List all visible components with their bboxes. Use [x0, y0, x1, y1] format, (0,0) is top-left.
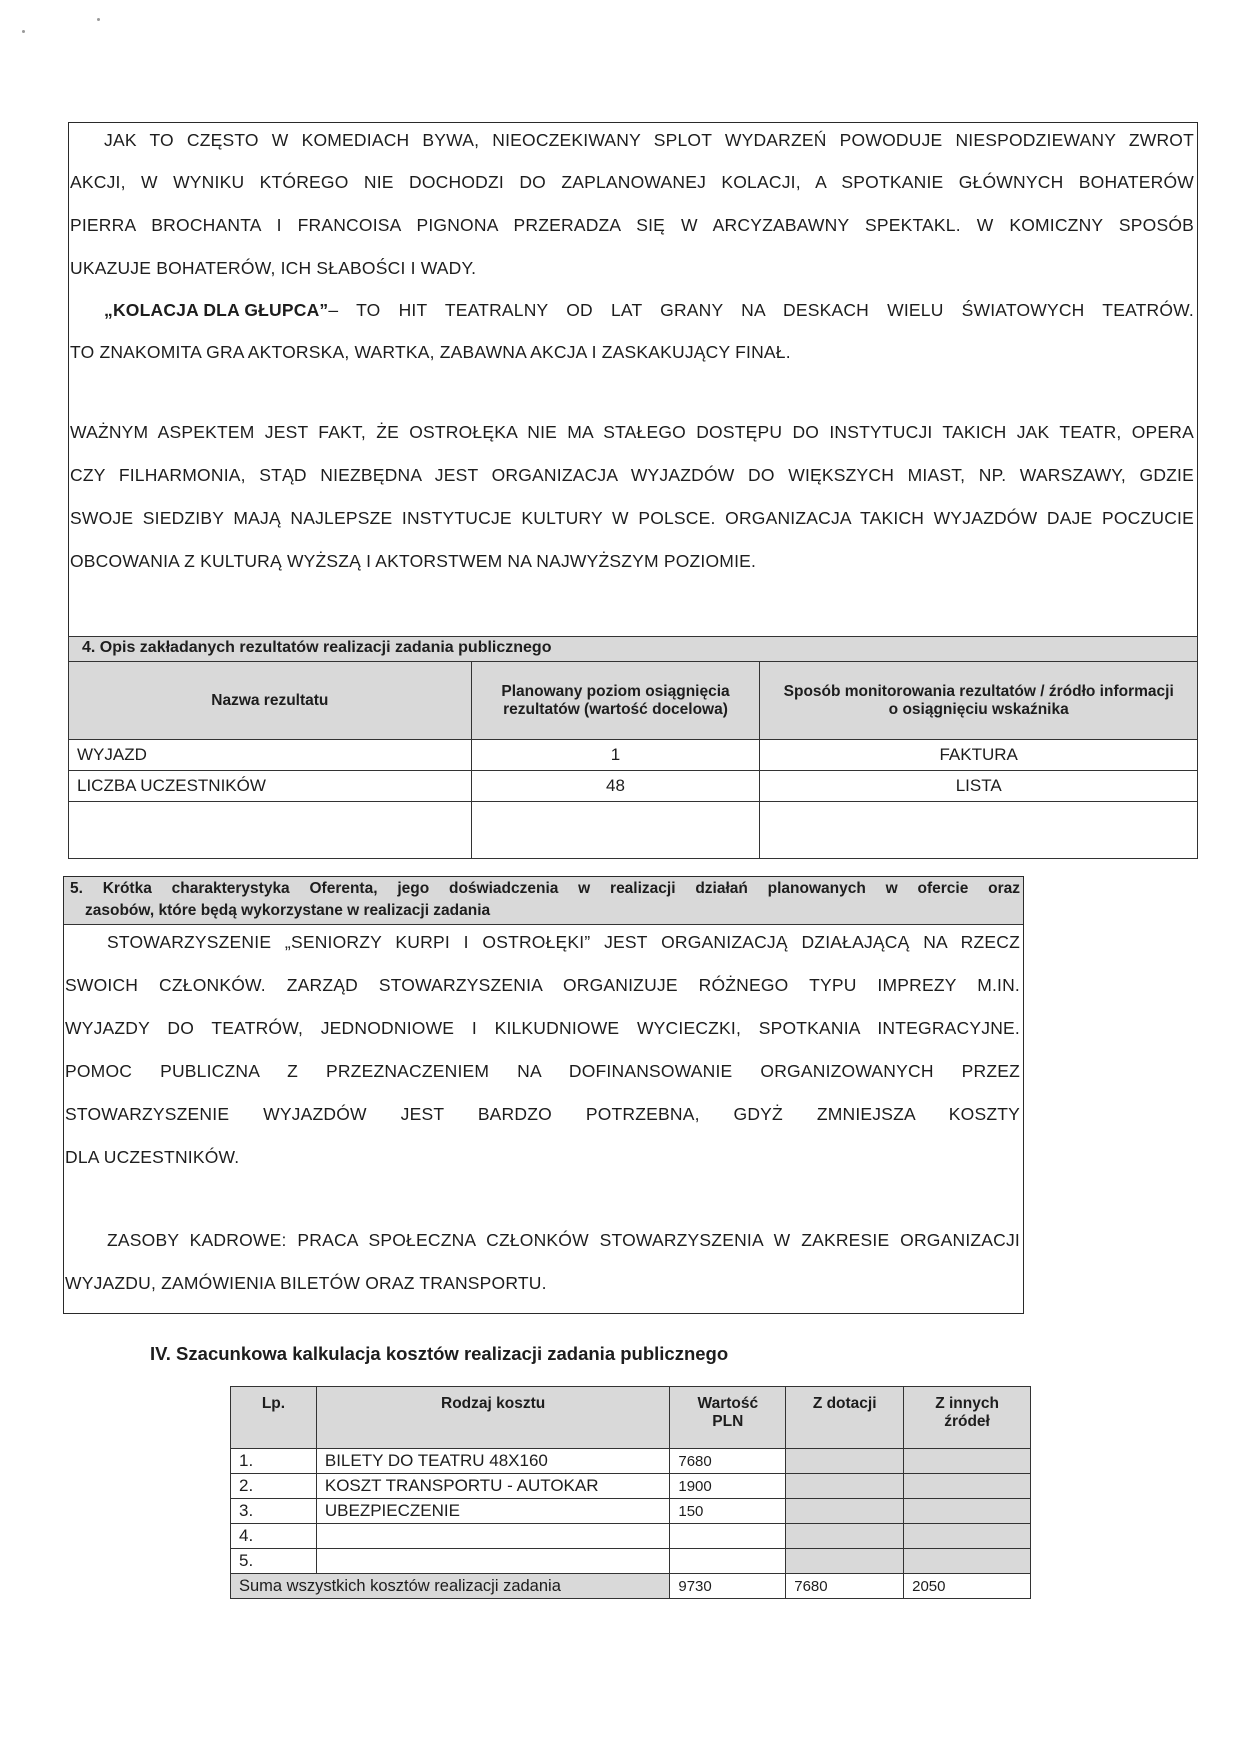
description-line: JAK TO CZĘSTO W KOMEDIACH BYWA, NIEOCZEKIWANY SPLOT WYDARZEŃ POWODUJE NIESPODZIEWANY ZWROT	[104, 130, 1194, 150]
col-header-name: Nazwa rezultatu	[69, 662, 472, 740]
section-iv-title: IV. Szacunkowa kalkulacja kosztów realizacji zadania publicznego	[150, 1343, 729, 1364]
scan-speck	[97, 18, 100, 21]
table-row	[231, 1549, 1031, 1574]
result-name	[69, 802, 472, 859]
section5-title: 5. Krótka charakterystyka Oferenta, jego doświadczenia w realizacji działań planowanych w ofercie oraz	[70, 880, 1020, 897]
cost-type	[316, 1549, 669, 1574]
col-header-grant: Z dotacji	[786, 1387, 904, 1449]
cost-type: KOSZT TRANSPORTU - AUTOKAR	[316, 1474, 669, 1499]
cost-value: 150	[670, 1499, 786, 1524]
play-description: – TO HIT TEATRALNY OD LAT GRANY NA DESKACH WIELU ŚWIATOWYCH TEATRÓW.	[328, 300, 1194, 320]
col-header-monitoring: Sposób monitorowania rezultatów / źródło informacji o osiągnięciu wskaźnika	[760, 662, 1198, 740]
cost-other	[904, 1474, 1031, 1499]
description-line: SWOJE SIEDZIBY MAJĄ NAJLEPSZE INSTYTUCJE KULTURY W POLSCE. ORGANIZACJA TAKICH WYJAZDÓW DAJE POCZUCIE	[70, 508, 1194, 528]
cost-total-other: 2050	[904, 1574, 1031, 1599]
description-line: UKAZUJE BOHATERÓW, ICH SŁABOŚCI I WADY.	[70, 258, 477, 278]
section5-resources-line: ZASOBY KADROWE: PRACA SPOŁECZNA CZŁONKÓW STOWARZYSZENIA W ZAKRESIE ORGANIZACJI	[107, 1230, 1020, 1250]
result-name: WYJAZD	[69, 740, 472, 771]
cost-grant	[786, 1549, 904, 1574]
col-header-other	[904, 1387, 1031, 1449]
cost-other	[904, 1449, 1031, 1474]
cost-table	[230, 1386, 1031, 1599]
description-play-line	[104, 300, 1194, 321]
description-line: TO ZNAKOMITA GRA AKTORSKA, WARTKA, ZABAWNA AKCJA I ZASKAKUJĄCY FINAŁ.	[70, 342, 791, 362]
section5-title-cont: zasobów, które będą wykorzystane w realizacji zadania	[85, 902, 491, 919]
table-row	[231, 1449, 1031, 1474]
col-header-other-line2: źródeł	[944, 1413, 990, 1430]
cost-lp: 5.	[231, 1549, 317, 1574]
description-line: CZY FILHARMONIA, STĄD NIEZBĘDNA JEST ORGANIZACJA WYJAZDÓW DO WIĘKSZYCH MIAST, NP. WARSZAWY, GDZIE	[70, 465, 1194, 485]
table-row	[231, 1524, 1031, 1549]
section5-resources-line: WYJAZDU, ZAMÓWIENIA BILETÓW ORAZ TRANSPORTU.	[65, 1273, 547, 1293]
results-table	[68, 661, 1198, 859]
cost-other	[904, 1524, 1031, 1549]
description-line: AKCJI, W WYNIKU KTÓREGO NIE DOCHODZI DO ZAPLANOWANEJ KOLACJI, A SPOTKANIE GŁÓWNYCH BOHATERÓW	[70, 172, 1194, 192]
section5-line: STOWARZYSZENIE WYJAZDÓW JEST BARDZO POTRZEBNA, GDYŻ ZMNIEJSZA KOSZTY	[65, 1104, 1020, 1124]
play-title: „KOLACJA DLA GŁUPCA”	[104, 300, 329, 320]
section5-line: STOWARZYSZENIE „SENIORZY KURPI I OSTROŁĘKI” JEST ORGANIZACJĄ DZIAŁAJĄCĄ NA RZECZ	[107, 932, 1020, 952]
cost-other	[904, 1499, 1031, 1524]
col-header-value	[670, 1387, 786, 1449]
cost-value	[670, 1549, 786, 1574]
result-value	[471, 802, 760, 859]
cost-lp: 4.	[231, 1524, 317, 1549]
result-source: FAKTURA	[760, 740, 1198, 771]
section4-title: 4. Opis zakładanych rezultatów realizacji zadania publicznego	[82, 639, 552, 656]
cost-type: BILETY DO TEATRU 48X160	[316, 1449, 669, 1474]
table-row	[69, 802, 1198, 859]
cost-grant	[786, 1474, 904, 1499]
cost-type	[316, 1524, 669, 1549]
scan-speck	[22, 30, 25, 33]
results-table-header-row	[69, 662, 1198, 740]
cost-value	[670, 1524, 786, 1549]
col-header-value-line2: PLN	[712, 1413, 744, 1430]
description-line: PIERRA BROCHANTA I FRANCOISA PIGNONA PRZERADZA SIĘ W ARCYZABAWNY SPEKTAKL. W KOMICZNY SPOSÓB	[70, 215, 1194, 235]
col-header-value-line1: Wartość	[697, 1395, 759, 1412]
section5-line: WYJAZDY DO TEATRÓW, JEDNODNIOWE I KILKUDNIOWE WYCIECZKI, SPOTKANIA INTEGRACYJNE.	[65, 1018, 1020, 1038]
table-row	[69, 740, 1198, 771]
col-header-lp: Lp.	[231, 1387, 317, 1449]
result-source	[760, 802, 1198, 859]
result-source: LISTA	[760, 771, 1198, 802]
cost-grant	[786, 1499, 904, 1524]
table-row	[231, 1474, 1031, 1499]
result-value: 48	[471, 771, 760, 802]
description-line: WAŻNYM ASPEKTEM JEST FAKT, ŻE OSTROŁĘKA NIE MA STAŁEGO DOSTĘPU DO INSTYTUCJI TAKICH JAK TEATR, OPERA	[70, 422, 1194, 442]
section5-line: DLA UCZESTNIKÓW.	[65, 1147, 240, 1167]
col-header-cost-type: Rodzaj kosztu	[316, 1387, 669, 1449]
cost-total-grant: 7680	[786, 1574, 904, 1599]
col-header-other-line1: Z innych	[935, 1395, 999, 1412]
cost-lp: 2.	[231, 1474, 317, 1499]
description-line: OBCOWANIA Z KULTURĄ WYŻSZĄ I AKTORSTWEM NA NAJWYŻSZYM POZIOMIE.	[70, 551, 757, 571]
result-value: 1	[471, 740, 760, 771]
cost-type: UBEZPIECZENIE	[316, 1499, 669, 1524]
cost-table-header-row	[231, 1387, 1031, 1449]
section5-line: POMOC PUBLICZNA Z PRZEZNACZENIEM NA DOFINANSOWANIE ORGANIZOWANYCH PRZEZ	[65, 1061, 1020, 1081]
table-row	[231, 1499, 1031, 1524]
cost-lp: 3.	[231, 1499, 317, 1524]
cost-value: 7680	[670, 1449, 786, 1474]
cost-lp: 1.	[231, 1449, 317, 1474]
cost-value: 1900	[670, 1474, 786, 1499]
cost-other	[904, 1549, 1031, 1574]
cost-total-value: 9730	[670, 1574, 786, 1599]
cost-grant	[786, 1449, 904, 1474]
cost-grant	[786, 1524, 904, 1549]
section5-line: SWOICH CZŁONKÓW. ZARZĄD STOWARZYSZENIA ORGANIZUJE RÓŻNEGO TYPU IMPREZY M.IN.	[65, 975, 1020, 995]
result-name: LICZBA UCZESTNIKÓW	[69, 771, 472, 802]
cost-total-row	[231, 1574, 1031, 1599]
col-header-planned-level: Planowany poziom osiągnięcia rezultatów (wartość docelowa)	[471, 662, 760, 740]
table-row	[69, 771, 1198, 802]
cost-total-label: Suma wszystkich kosztów realizacji zadania	[231, 1574, 670, 1599]
